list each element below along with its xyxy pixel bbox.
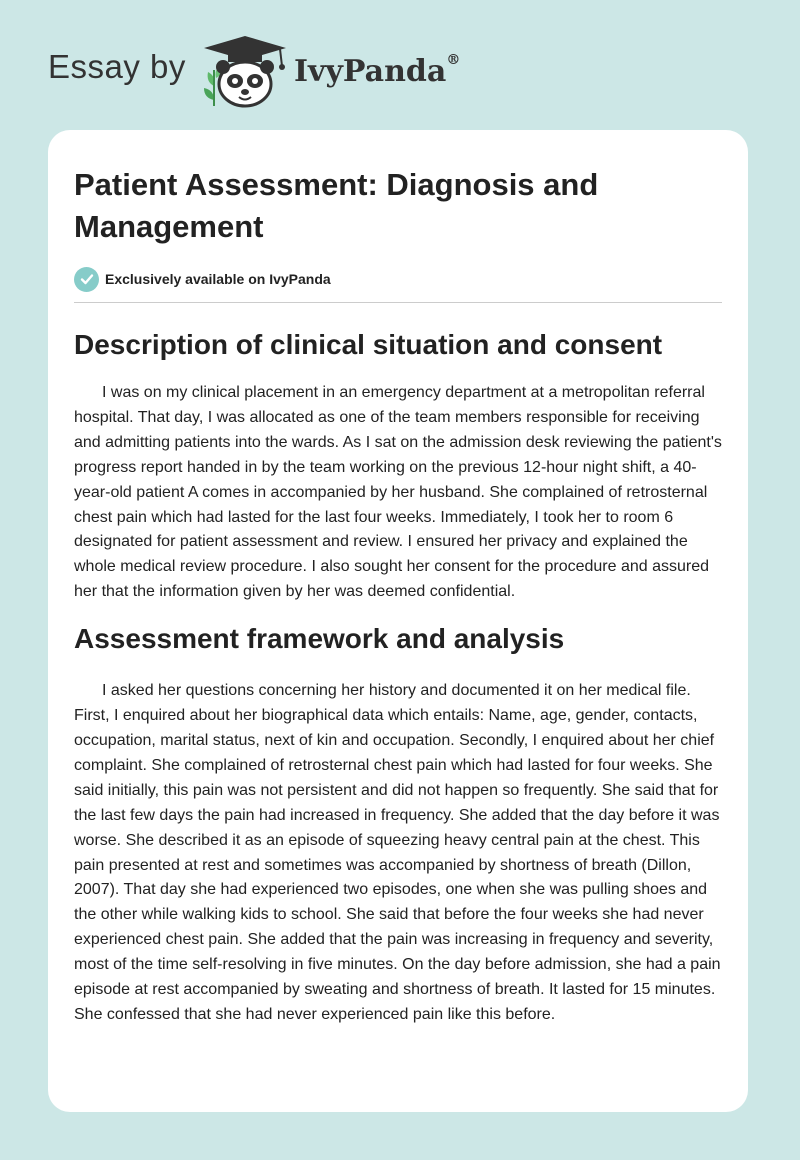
- ivypanda-logo-icon: [200, 34, 290, 110]
- trademark-symbol: ®: [446, 52, 461, 68]
- divider: [74, 302, 722, 303]
- page-title: Patient Assessment: Diagnosis and Management: [74, 167, 599, 244]
- badge-label: Exclusively available on IvyPanda: [105, 271, 331, 287]
- section-heading-assessment-framework: Assessment framework and analysis: [74, 623, 565, 655]
- essay-card: [48, 130, 748, 1112]
- checkmark-icon: [74, 267, 99, 292]
- exclusive-badge: [74, 266, 724, 292]
- site-header: [48, 34, 548, 114]
- essay-content: [74, 164, 724, 1028]
- section-heading-clinical-situation: Description of clinical situation and consent: [74, 329, 663, 360]
- section-paragraph-assessment-framework: I asked her questions concerning her history and documented it on her medical file. First, I enquired about her biographical data which entails: Name, age, gender, contacts, occupation, marital status, next of kin and occupation. Secondly, I enquired about her chief complaint. She complained of retrosternal chest pain which had lasted for four weeks. She said initially, this pain was not persistent and did not happen so frequently. She said that for the last few days the pain had increased in frequency. She added that the day before it was worse. She described it as an episode of squeezing heavy central pain at the chest. This pain presented at rest and sometimes was accompanied by shortness of breath (Dillon, 2007). That day she had experienced two episodes, one when she was pulling shoes and the other while walking kids to school. She said that before the four weeks she had never experienced chest pain. She added that the pain was increasing in frequency and severity, most of the time self-resolving in five minutes. On the day before admission, she had a pain episode at rest accompanied by sweating and shortness of breath. It lasted for 15 minutes. She confessed that she had never experienced pain like this before.: [74, 682, 721, 1023]
- section-paragraph-clinical-situation: I was on my clinical placement in an emergency department at a metropolitan referral hospital. That day, I was allocated as one of the team members responsible for receiving and admitting patients into the wards. As I sat on the admission desk reviewing the patient's progress report handed in by the team working on the previous 12-hour night shift, a 40-year-old patient A comes in accompanied by her husband. She complained of retrosternal chest pain which had lasted for the last four weeks. Immediately, I took her to room 6 designated for patient assessment and review. I ensured her privacy and explained the whole medical review procedure. I also sought her consent for the procedure and assured her that the information given by her was deemed confidential.: [74, 384, 722, 601]
- brand-name[interactable]: IvyPanda®: [294, 52, 461, 89]
- essay-by-label: Essay by: [48, 48, 186, 85]
